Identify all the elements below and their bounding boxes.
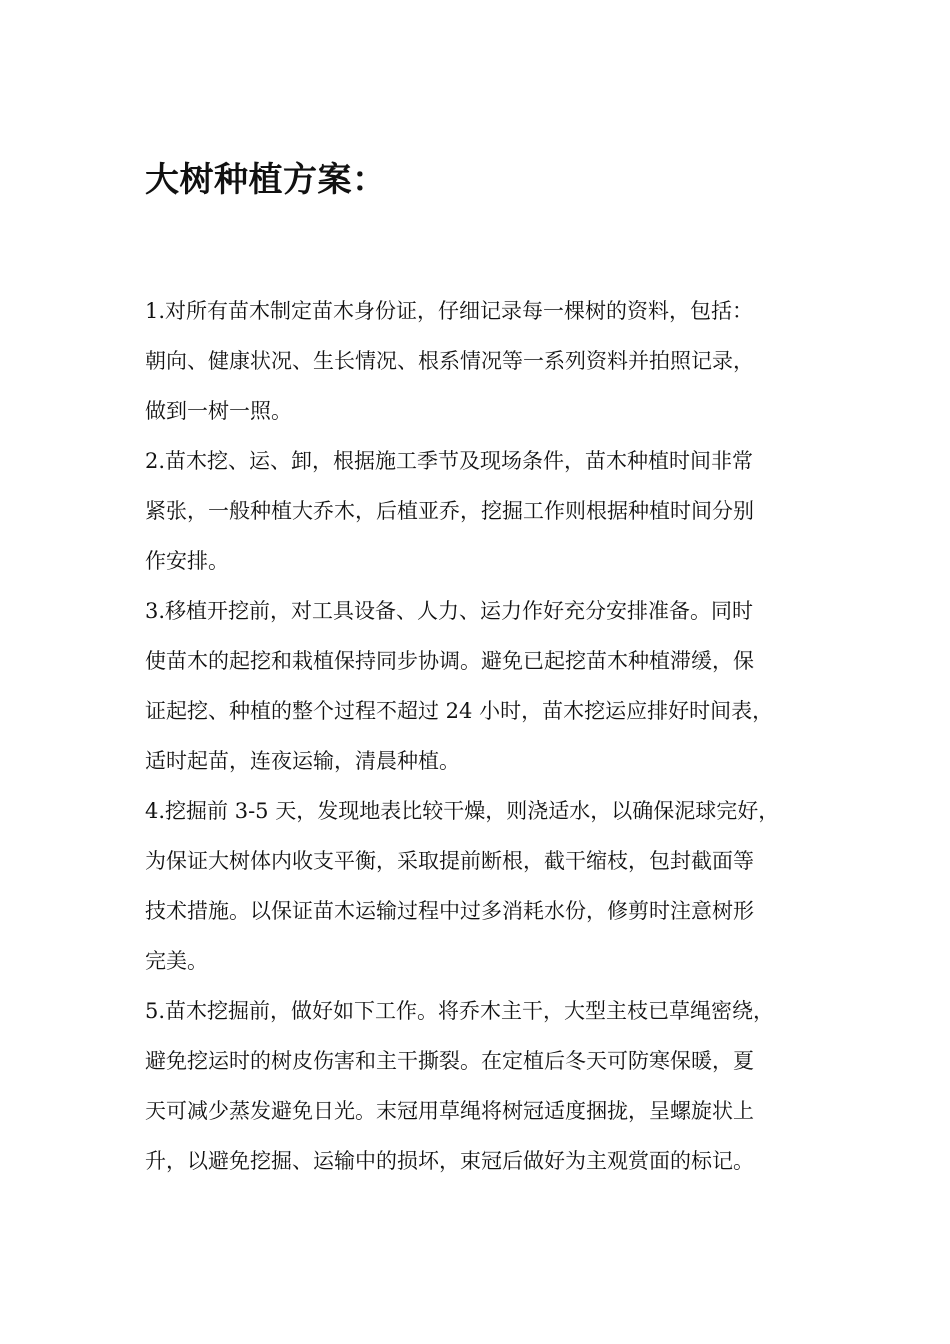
body-line: 技术措施。以保证苗木运输过程中过多消耗水份，修剪时注意树形 <box>145 899 754 923</box>
body-line: 使苗木的起挖和栽植保持同步协调。避免已起挖苗木种植滞缓，保 <box>145 649 754 673</box>
body-line: 1.对所有苗木制定苗木身份证，仔细记录每一棵树的资料，包括： <box>145 299 754 323</box>
document-title: 大树种植方案： <box>145 160 387 200</box>
body-line: 天可减少蒸发避免日光。末冠用草绳将树冠适度捆拢，呈螺旋状上 <box>145 1099 754 1123</box>
body-line: 完美。 <box>145 949 208 973</box>
body-line: 朝向、健康状况、生长情况、根系情况等一系列资料并拍照记录， <box>145 349 754 373</box>
document-body <box>145 291 825 1191</box>
body-line: 适时起苗，连夜运输，清晨种植。 <box>145 749 460 773</box>
body-line: 做到一树一照。 <box>145 399 292 423</box>
body-line: 为保证大树体内收支平衡，采取提前断根，截干缩枝，包封截面等 <box>145 849 754 873</box>
body-line: 证起挖、种植的整个过程不超过 24 小时，苗木挖运应排好时间表， <box>145 699 774 723</box>
body-line: 作安排。 <box>145 549 229 573</box>
body-line: 4.挖掘前 3-5 天，发现地表比较干燥，则浇适水，以确保泥球完好， <box>145 799 780 823</box>
body-line: 3.移植开挖前，对工具设备、人力、运力作好充分安排准备。同时 <box>145 599 754 623</box>
body-line: 升，以避免挖掘、运输中的损坏，束冠后做好为主观赏面的标记。 <box>145 1149 754 1173</box>
body-line: 避免挖运时的树皮伤害和主干撕裂。在定植后冬天可防寒保暖，夏 <box>145 1049 754 1073</box>
body-line: 紧张，一般种植大乔木，后植亚乔，挖掘工作则根据种植时间分别 <box>145 499 754 523</box>
body-line: 5.苗木挖掘前，做好如下工作。将乔木主干，大型主枝已草绳密绕， <box>145 999 775 1023</box>
body-line: 2.苗木挖、运、卸，根据施工季节及现场条件，苗木种植时间非常 <box>145 449 754 473</box>
